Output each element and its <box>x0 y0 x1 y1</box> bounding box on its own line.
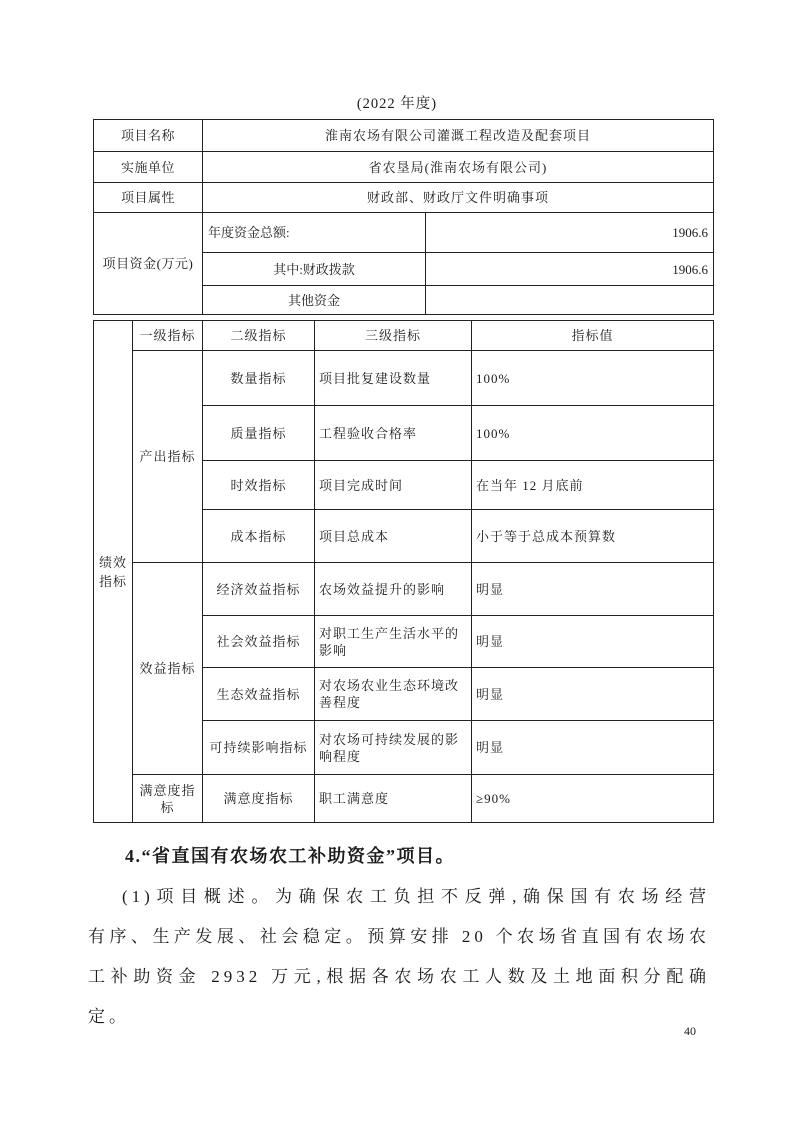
indicator-value-cell: 明显 <box>472 668 714 721</box>
project-info-table <box>93 119 714 315</box>
fund-other-value <box>426 286 714 315</box>
paragraph-line: (1)项目概述。为确保农工负担不反弹,确保国有农场经营 <box>122 887 710 906</box>
table-row <box>94 563 714 616</box>
indicator-value-cell: ≥90% <box>472 775 714 823</box>
level3-cell: 对农场农业生态环境改善程度 <box>315 668 472 721</box>
header-value: 指标值 <box>472 321 714 351</box>
table-row <box>94 775 714 823</box>
table-row <box>94 152 714 183</box>
level3-cell: 工程验收合格率 <box>315 406 472 461</box>
header-level3: 三级指标 <box>315 321 472 351</box>
level1-output: 产出指标 <box>133 351 203 563</box>
level3-cell: 对农场可持续发展的影响程度 <box>315 721 472 775</box>
paragraph-line: 有序、生产发展、社会稳定。预算安排 20 个农场省直国有农场农 <box>88 927 710 946</box>
page-number: 40 <box>684 1024 696 1038</box>
header-level1: 一级指标 <box>133 321 203 351</box>
level1-benefit: 效益指标 <box>133 563 203 775</box>
performance-indicator-table <box>93 320 714 823</box>
level2-cell: 生态效益指标 <box>203 668 315 721</box>
project-funds-label: 项目资金(万元) <box>94 213 203 315</box>
performance-row-header: 绩效指标 <box>94 321 133 823</box>
document-title: (2022 年度) <box>356 96 438 112</box>
level2-cell: 经济效益指标 <box>203 563 315 616</box>
level3-cell: 职工满意度 <box>315 775 472 823</box>
paragraph-line: 定。 <box>88 1007 130 1026</box>
fund-total-value: 1906.6 <box>426 213 714 253</box>
project-name-value: 淮南农场有限公司灌溉工程改造及配套项目 <box>203 120 714 152</box>
project-attribute-label: 项目属性 <box>94 183 203 213</box>
level2-cell: 数量指标 <box>203 351 315 406</box>
section-paragraph <box>88 877 710 1037</box>
indicator-value-cell: 明显 <box>472 721 714 775</box>
level3-cell: 对职工生产生活水平的影响 <box>315 616 472 668</box>
indicator-value-cell: 在当年 12 月底前 <box>472 461 714 510</box>
indicator-value-cell: 100% <box>472 406 714 461</box>
section-heading: 4.“省直国有农场农工补助资金”项目。 <box>125 846 455 866</box>
header-level2: 二级指标 <box>203 321 315 351</box>
implement-unit-value: 省农垦局(淮南农场有限公司) <box>203 152 714 183</box>
level3-cell: 项目批复建设数量 <box>315 351 472 406</box>
table-row <box>94 321 714 351</box>
level2-cell: 成本指标 <box>203 510 315 563</box>
level2-cell: 质量指标 <box>203 406 315 461</box>
level2-cell: 时效指标 <box>203 461 315 510</box>
indicator-value-cell: 明显 <box>472 616 714 668</box>
fund-other-label: 其他资金 <box>203 286 426 315</box>
project-name-label: 项目名称 <box>94 120 203 152</box>
table-row <box>94 120 714 152</box>
level3-cell: 项目完成时间 <box>315 461 472 510</box>
indicator-value-cell: 100% <box>472 351 714 406</box>
level2-cell: 满意度指标 <box>203 775 315 823</box>
level1-satisfaction: 满意度指标 <box>133 775 203 823</box>
table-row <box>94 213 714 253</box>
table-row <box>94 183 714 213</box>
paragraph-line: 工补助资金 2932 万元,根据各农场农工人数及土地面积分配确 <box>88 967 710 986</box>
fund-total-label: 年度资金总额: <box>203 213 426 253</box>
fund-fiscal-label: 其中:财政拨款 <box>203 253 426 286</box>
table-row <box>94 351 714 406</box>
fund-fiscal-value: 1906.6 <box>426 253 714 286</box>
level2-cell: 可持续影响指标 <box>203 721 315 775</box>
indicator-value-cell: 明显 <box>472 563 714 616</box>
level3-cell: 农场效益提升的影响 <box>315 563 472 616</box>
level3-cell: 项目总成本 <box>315 510 472 563</box>
project-attribute-value: 财政部、财政厅文件明确事项 <box>203 183 714 213</box>
implement-unit-label: 实施单位 <box>94 152 203 183</box>
indicator-value-cell: 小于等于总成本预算数 <box>472 510 714 563</box>
level2-cell: 社会效益指标 <box>203 616 315 668</box>
